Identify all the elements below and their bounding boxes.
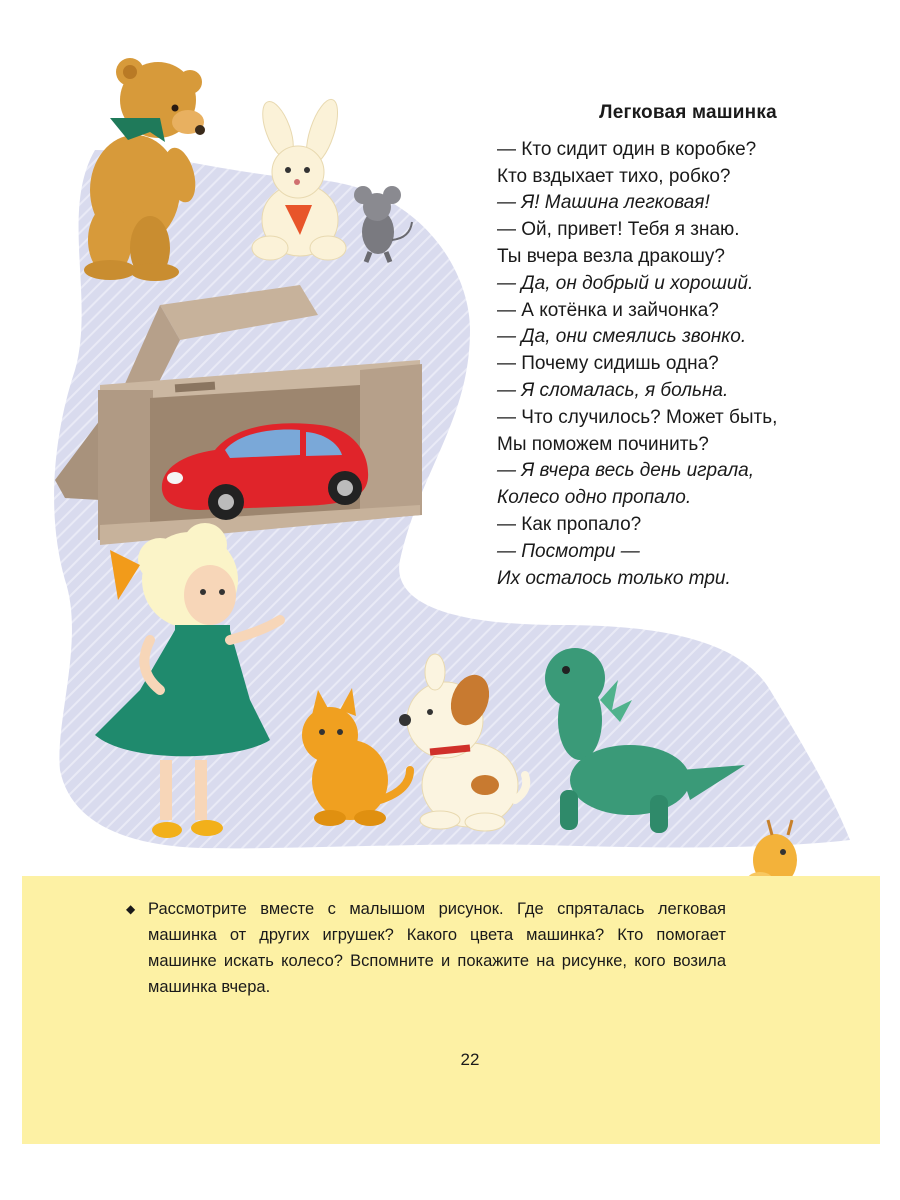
bullet-diamond-icon: ◆ — [126, 902, 136, 916]
poem-line: — Ой, привет! Тебя я знаю. — [497, 219, 740, 241]
poem-line: — Кто сидит один в коробке? — [497, 138, 757, 160]
poem-line: — Как пропало? — [497, 513, 642, 535]
poem-line: Ты вчера везла дракошу? — [497, 245, 725, 267]
poem-line: Колесо одно пропало. — [497, 487, 692, 509]
poem-line: — Почему сидишь одна? — [497, 353, 719, 375]
poem-line: Кто вздыхает тихо, робко? — [497, 165, 731, 187]
poem — [497, 100, 827, 592]
poem-line: — Я сломалась, я больна. — [497, 379, 729, 401]
poem-lines — [497, 137, 827, 593]
poem-line: — Да, он добрый и хороший. — [497, 272, 754, 294]
parent-instruction-note — [126, 896, 726, 1000]
poem-line: — Посмотри — — [497, 540, 640, 562]
poem-line: — Я! Машина легковая! — [497, 192, 710, 214]
page-number: 22 — [460, 1050, 480, 1069]
poem-line: — Да, они смеялись звонко. — [497, 326, 747, 348]
poem-line: — Что случилось? Может быть, — [497, 406, 778, 428]
poem-line: Мы поможем починить? — [497, 433, 709, 455]
poem-line: — А котёнка и зайчонка? — [497, 299, 719, 321]
note-text: Рассмотрите вместе с малышом рисунок. Где спряталась легковая машинка от других игрушек? Какого цвета машинка? Кто помогает машинке искать колесо? Вспомните и покажите на рисунке, кого возила машинка вчера. — [148, 900, 726, 996]
poem-line: — Я вчера весь день играла, — [497, 460, 755, 482]
poem-title: Легковая машинка — [599, 102, 777, 123]
poem-line: Их осталось только три. — [497, 567, 731, 589]
